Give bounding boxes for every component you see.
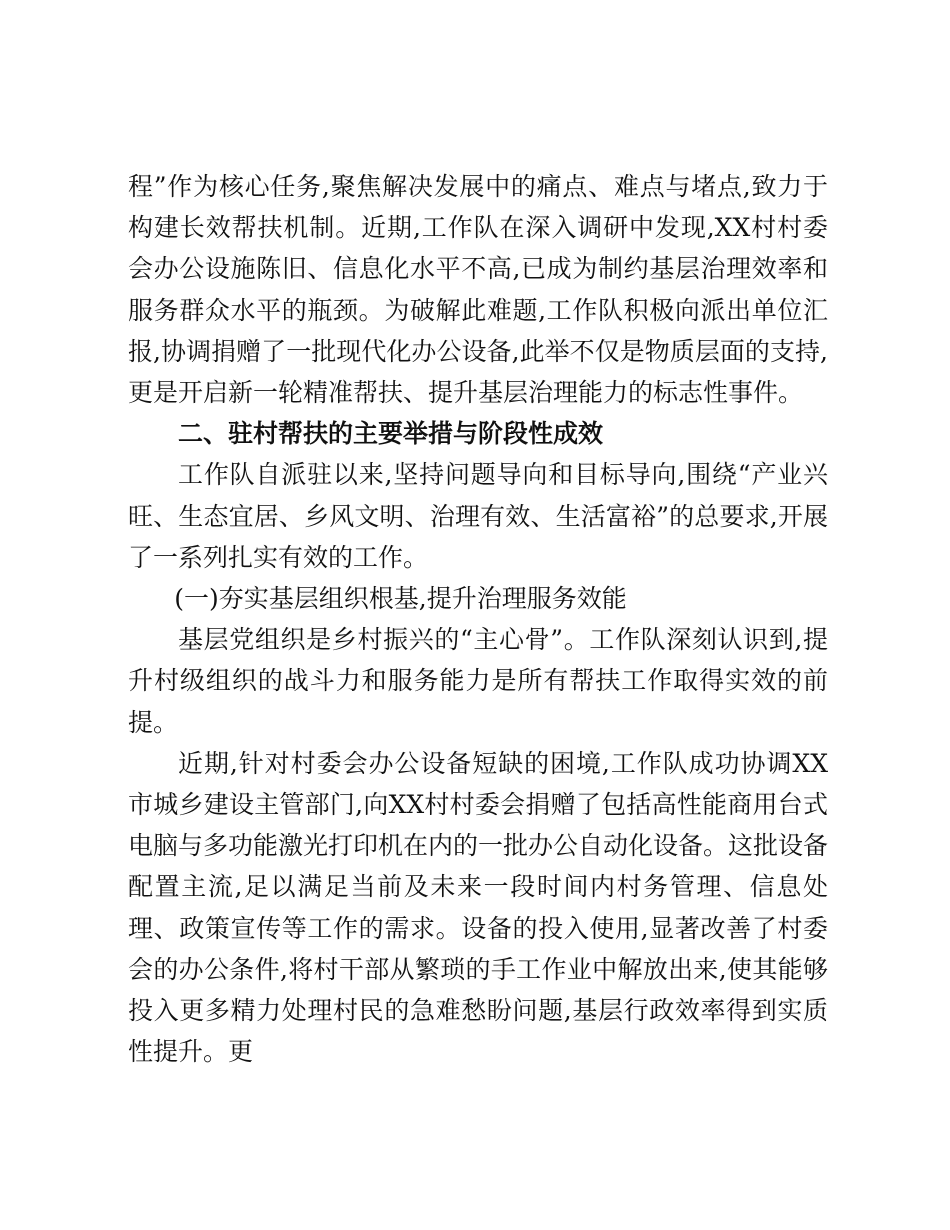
subsection-heading: (一)夯实基层组织根基,提升治理服务效能 (174, 584, 627, 614)
body-paragraph: 工作队自派驻以来,坚持问题导向和目标导向,围绕“产业兴旺、生态宜居、乡风文明、治理有效、生活富裕”的总要求,开展了一系列扎实有效的工作。 (128, 460, 828, 572)
body-paragraph: 近期,针对村委会办公设备短缺的困境,工作队成功协调XX市城乡建设主管部门,向XX村村委会捐赠了包括高性能商用台式电脑与多功能激光打印机在内的一批办公自动化设备。这批设备配置主流,足以满足当前及未来一段时间内村务管理、信息处理、政策宣传等工作的需求。设备的投入使用,显著改善了村委会的办公条件,将村干部从繁琐的手工作业中解放出来,使其能够投入更多精力处理村民的急难愁盼问题,基层行政效率得到实质性提升。更 (128, 748, 829, 1067)
body-paragraph: 基层党组织是乡村振兴的“主心骨”。工作队深刻认识到,提升村级组织的战斗力和服务能力是所有帮扶工作取得实效的前提。 (128, 625, 828, 737)
document-body (128, 166, 828, 1072)
section-heading: 二、驻村帮扶的主要举措与阶段性成效 (178, 419, 604, 449)
body-paragraph: 程”作为核心任务,聚焦解决发展中的痛点、难点与堵点,致力于构建长效帮扶机制。近期,工作队在深入调研中发现,XX村村委会办公设施陈旧、信息化水平不高,已成为制约基层治理效率和服务群众水平的瓶颈。为破解此难题,工作队积极向派出单位汇报,协调捐赠了一批现代化办公设备,此举不仅是物质层面的支持,更是开启新一轮精准帮扶、提升基层治理能力的标志性事件。 (128, 172, 828, 408)
